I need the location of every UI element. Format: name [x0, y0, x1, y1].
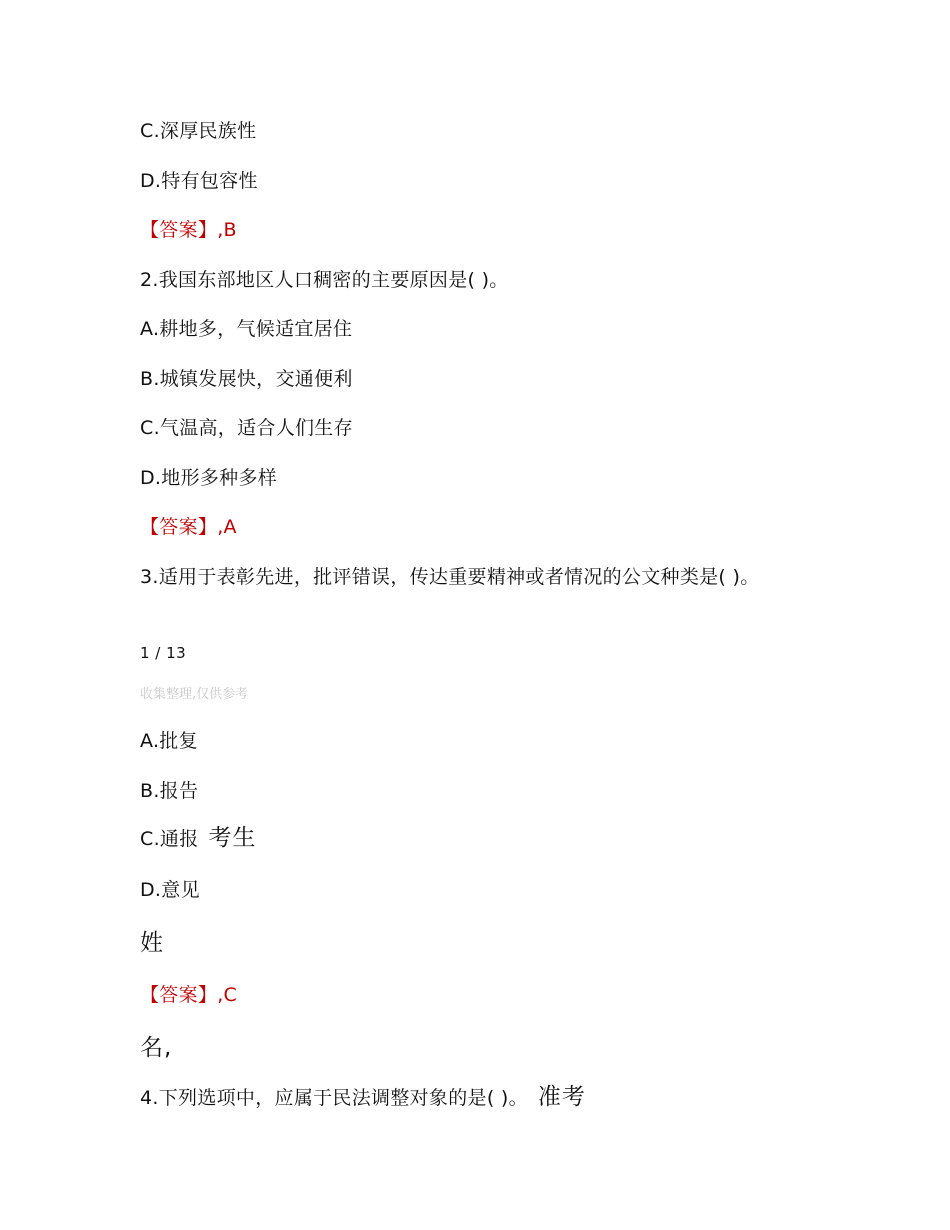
question-3-option-c-row	[140, 826, 257, 851]
question-1-option-c: C.深厚民族性	[140, 120, 257, 142]
question-1-answer: 【答案】,B	[140, 219, 237, 241]
question-2-option-c: C.气温高，适合人们生存	[140, 417, 353, 439]
watermark-text: 收集整理,仅供参考	[140, 687, 249, 702]
given-name-label: 名,	[140, 1035, 173, 1061]
page-number: 1 / 13	[140, 644, 187, 662]
question-4-row	[140, 1085, 586, 1110]
question-3-option-c: C.通报	[140, 828, 199, 850]
question-3-text: 3.适用于表彰先进，批评错误，传达重要精神或者情况的公文种类是( )。	[140, 566, 760, 588]
question-2-answer: 【答案】,A	[140, 516, 237, 538]
question-3-option-d: D.意见	[140, 879, 200, 901]
question-3-answer: 【答案】,C	[140, 984, 238, 1006]
question-2-text: 2.我国东部地区人口稠密的主要原因是( )。	[140, 269, 509, 291]
question-1-option-d: D.特有包容性	[140, 170, 258, 192]
question-4-text: 4.下列选项中，应属于民法调整对象的是( )。	[140, 1087, 528, 1109]
question-2-option-b: B.城镇发展快，交通便利	[140, 368, 353, 390]
examinee-label: 考生	[208, 825, 257, 851]
surname-label: 姓	[140, 930, 164, 956]
question-3-option-a: A.批复	[140, 730, 198, 752]
exam-admission-label: 准考	[537, 1084, 586, 1110]
question-3-option-b: B.报告	[140, 780, 199, 802]
question-2-option-d: D.地形多种多样	[140, 467, 278, 489]
question-2-option-a: A.耕地多，气候适宜居住	[140, 318, 353, 340]
